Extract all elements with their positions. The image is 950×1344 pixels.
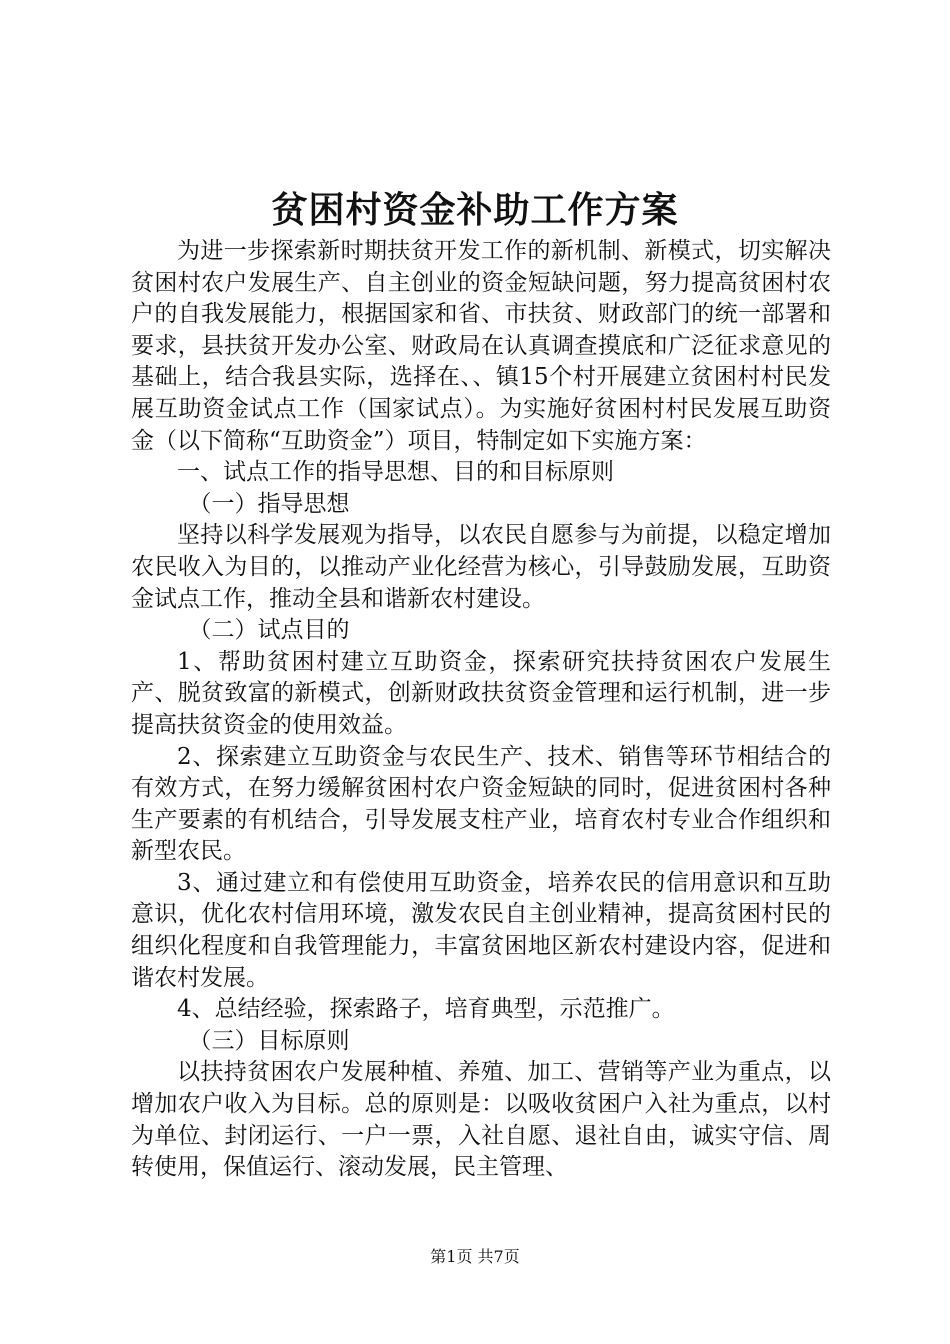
document-body: [131, 236, 831, 1184]
page-number-footer: 第1页 共7页: [430, 1247, 520, 1266]
paragraph-purpose-1: 1、帮助贫困村建立互助资金，探索研究扶持贫困农户发展生产、脱贫致富的新模式，创新财政扶贫资金管理和运行机制，进一步提高扶贫资金的使用效益。: [131, 648, 831, 738]
subheading-pilot-purpose: （二）试点目的: [188, 617, 350, 644]
subheading-guiding-ideology: （一）指导思想: [188, 490, 350, 517]
paragraph-target-principles: 以扶持贫困农户发展种植、养殖、加工、营销等产业为重点，以增加农户收入为目标。总的原则是：以吸收贫困户入社为重点，以村为单位、封闭运行、一户一票，入社自愿、退社自由，诚实守信、周转使用，保值运行、滚动发展，民主管理、: [131, 1059, 831, 1181]
paragraph-purpose-3: 3、通过建立和有偿使用互助资金，培养农民的信用意识和互助意识，优化农村信用环境，激发农民自主创业精神，提高贫困村民的组织化程度和自我管理能力，丰富贫困地区新农村建设内容，促进和谐农村发展。: [131, 869, 831, 991]
subheading-target-principles: （三）目标原则: [188, 1027, 350, 1054]
document-title: 贫困村资金补助工作方案: [271, 189, 679, 231]
paragraph-purpose-2: 2、探索建立互助资金与农民生产、技术、销售等环节相结合的有效方式，在努力缓解贫困村农户资金短缺的同时，促进贫困村各种生产要素的有机结合，引导发展支柱产业，培育农村专业合作组织和新型农民。: [131, 743, 831, 865]
paragraph-purpose-4: 4、总结经验，探索路子，培育典型，示范推广。: [177, 996, 675, 1023]
paragraph-intro: 为进一步探索新时期扶贫开发工作的新机制、新模式，切实解决贫困村农户发展生产、自主创业的资金短缺问题，努力提高贫困村农户的自我发展能力，根据国家和省、市扶贫、财政部门的统一部署和要求，县扶贫开发办公室、财政局在认真调查摸底和广泛征求意见的基础上，结合我县实际，选择在、、镇15个村开展建立贫困村村民发展互助资金试点工作（国家试点）。为实施好贫困村村民发展互助资金（以下简称“互助资金”）项目，特制定如下实施方案：: [131, 238, 831, 454]
heading-section-1: 一、试点工作的指导思想、目的和目标原则: [177, 459, 614, 486]
paragraph-guiding-ideology: 坚持以科学发展观为指导，以农民自愿参与为前提，以稳定增加农民收入为目的，以推动产业化经营为核心，引导鼓励发展，互助资金试点工作，推动全县和谐新农村建设。: [131, 522, 831, 612]
